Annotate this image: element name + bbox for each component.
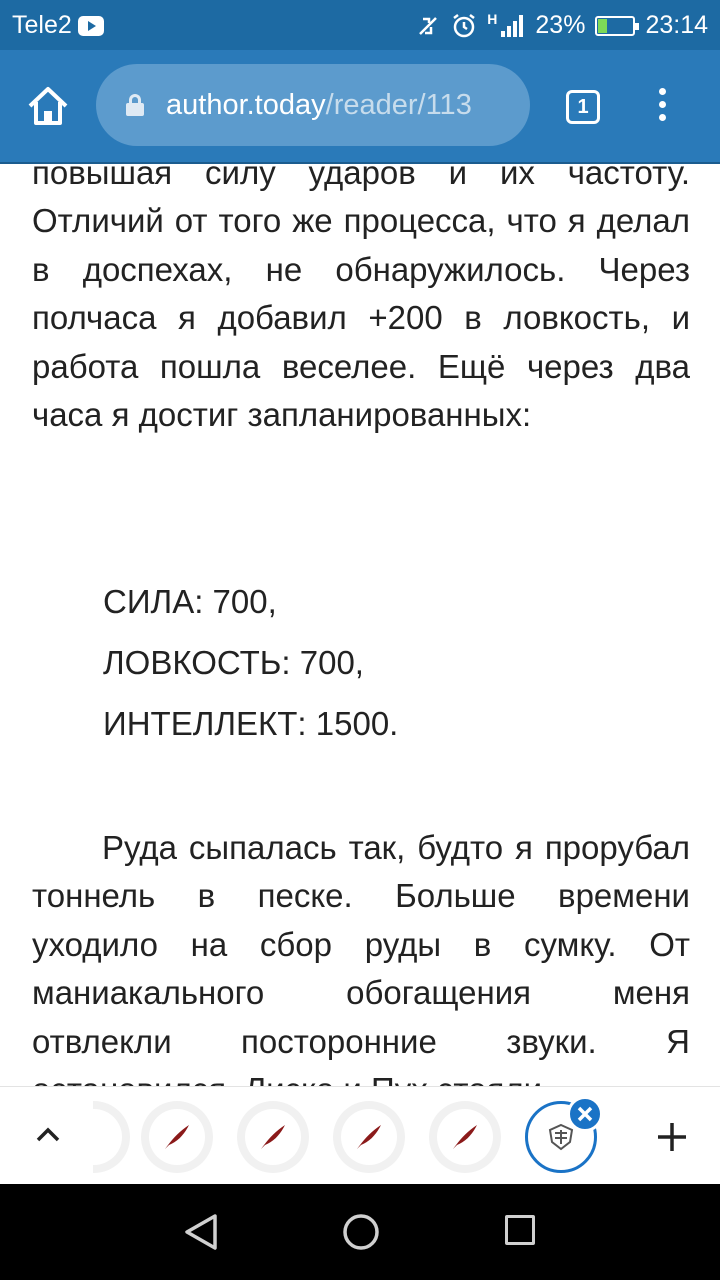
- battery-fill: [598, 19, 606, 33]
- alarm-icon: [451, 13, 477, 39]
- stat-agility: ЛОВКОСТЬ: 700,: [103, 644, 364, 681]
- battery-icon: [595, 16, 635, 36]
- tab-thumbnail[interactable]: [237, 1101, 309, 1173]
- text-paragraph: Руда сыпалась так, будто я прорубал тоннель в песке. Больше времени уходило на сбор руды в сумку. От маниакального обогащения меня отвлекли посторонние звуки. Я: [32, 829, 690, 1060]
- reader-content: [0, 154, 720, 1086]
- feather-quill-icon: [163, 1123, 191, 1151]
- network-type: H: [487, 10, 498, 27]
- carrier-name: Tele2: [12, 11, 72, 39]
- recent-apps-icon[interactable]: [505, 1215, 535, 1245]
- tab-thumbnail[interactable]: [58, 1101, 130, 1173]
- stat-intellect: ИНТЕЛЛЕКТ: 1500.: [103, 705, 399, 742]
- tab-thumbnail[interactable]: [141, 1101, 213, 1173]
- text-paragraph: повышая силу ударов и их частоту. Отличий от того же процесса, что я делал в доспехах, не обнаружилось. Через полчаса я добавил +200 в ловкость, и работа пошла веселее. Ещё через два часа я достиг запланированных:: [32, 154, 690, 434]
- more-vert-icon[interactable]: [654, 88, 670, 128]
- nav-home-icon[interactable]: [342, 1213, 380, 1251]
- home-icon[interactable]: [26, 84, 70, 128]
- plus-icon[interactable]: [656, 1121, 688, 1153]
- status-right: [415, 11, 708, 40]
- tab-thumbnail[interactable]: [429, 1101, 501, 1173]
- url-host: author.today: [166, 88, 326, 121]
- signal-icon: [499, 13, 525, 39]
- tab-thumbnail[interactable]: [333, 1101, 405, 1173]
- back-icon[interactable]: [183, 1212, 219, 1252]
- clock: 23:14: [645, 11, 708, 39]
- browser-toolbar: [0, 50, 720, 164]
- url-path: /reader/113: [325, 88, 472, 121]
- battery-percent: 23%: [535, 11, 586, 39]
- feather-quill-icon: [355, 1123, 383, 1151]
- vibrate-off-icon: [415, 13, 441, 39]
- close-icon: [570, 1099, 600, 1129]
- feather-quill-icon: [451, 1123, 479, 1151]
- close-tab-button[interactable]: [567, 1096, 603, 1132]
- stat-strength: СИЛА: 700,: [103, 583, 277, 620]
- system-nav-bar: [0, 1184, 720, 1280]
- chevron-up-icon[interactable]: [34, 1122, 62, 1146]
- tab-strip: [0, 1086, 720, 1184]
- status-left: [12, 11, 104, 40]
- url-bar[interactable]: [96, 64, 530, 146]
- status-bar: [0, 0, 720, 50]
- lock-icon: [126, 94, 144, 116]
- feather-quill-icon: [259, 1123, 287, 1151]
- tab-switcher-button[interactable]: 1: [566, 90, 600, 124]
- youtube-notification-icon: [78, 16, 104, 36]
